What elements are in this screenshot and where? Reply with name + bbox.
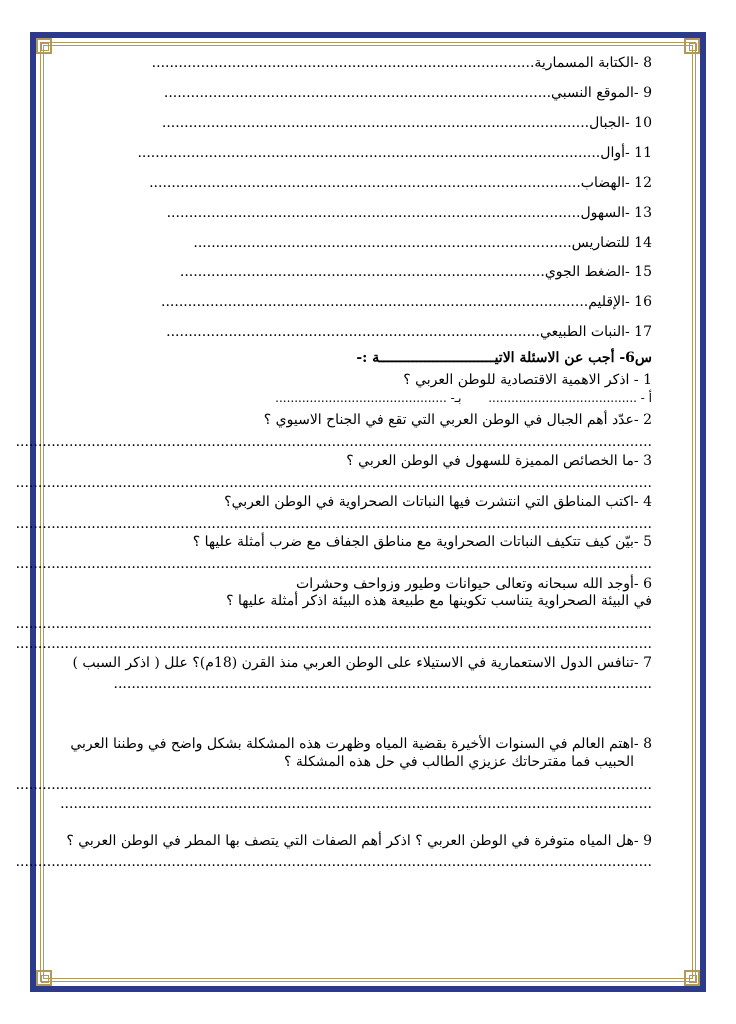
- term-item: [70, 293, 652, 311]
- term-label: -أوال: [600, 145, 630, 161]
- answer-line[interactable]: .........................................................................................................................: [113, 676, 652, 692]
- section-heading: س6- أجب عن الاسئلة الاتيــــــــــــــــــــــــــــة :-: [356, 350, 652, 366]
- term-label: -الكتابة المسمارية: [534, 55, 639, 71]
- question-6-line-2: في البيئة الصحراوية يتناسب تكوينها مع طبيعة هذه البيئة اذكر أمثلة عليها ؟: [226, 593, 652, 609]
- answer-line[interactable]: ...............................................................................................................................................: [15, 516, 652, 532]
- answer-line[interactable]: ...............................................................................................................................................: [15, 854, 652, 870]
- answer-line[interactable]: ...............................................................................................................................................: [15, 434, 652, 450]
- question-1-answers: [70, 389, 652, 407]
- answer-dots[interactable]: ................................................................................................: [161, 115, 590, 131]
- term-label: -الهضاب: [580, 175, 630, 191]
- term-item: [70, 234, 652, 252]
- question-8-line-2: الحبيب فما مقترحاتك عزيزي الطالب في حل هذه المشكلة ؟: [284, 754, 634, 770]
- term-label: -الموقع النسبي: [551, 85, 639, 101]
- answer-line[interactable]: ...............................................................................................................................................: [15, 616, 652, 632]
- worksheet-page: [15, 50, 652, 950]
- term-number: 17: [634, 324, 652, 340]
- corner-ornament-top-right: [36, 38, 52, 54]
- question-5: 5 -بيّن كيف تتكيف النباتات الصحراوية مع مناطق الجفاف مع ضرب أمثلة عليها ؟: [192, 534, 652, 550]
- question-7: 7 -تنافس الدول الاستعمارية في الاستيلاء على الوطن العربي منذ القرن (18م)؟ علل ( اذكر السبب ): [72, 655, 652, 671]
- question-2: 2 -عدّد أهم الجبال في الوطن العربي التي تقع في الجناح الاسيوي ؟: [263, 412, 652, 428]
- term-label: -الإقليم: [588, 294, 630, 310]
- corner-ornament-top-left: [684, 38, 700, 54]
- question-8-line-1: 8 -اهتم العالم في السنوات الأخيرة بقضية المياه وظهرت هذه المشكلة بشكل واضح في وطننا العربي: [70, 736, 652, 752]
- term-number: 12: [634, 175, 652, 191]
- answer-dots[interactable]: .....................................................................................: [193, 235, 572, 251]
- answer-line[interactable]: ...............................................................................................................................................: [15, 636, 652, 652]
- answer-dots[interactable]: .......................................................................................: [163, 85, 552, 101]
- term-item: [70, 54, 652, 72]
- question-1: 1 - اذكر الاهمية الاقتصادية للوطن العربي ؟: [403, 372, 652, 388]
- term-item: [70, 144, 652, 162]
- question-3: 3 -ما الخصائص المميزة للسهول في الوطن العربي ؟: [346, 453, 652, 469]
- answer-dots[interactable]: ..................................................................................: [179, 264, 545, 280]
- term-item: [70, 263, 652, 281]
- term-item: [70, 174, 652, 192]
- answer-line[interactable]: ...............................................................................................................................................: [15, 777, 652, 793]
- corner-ornament-bottom-left: [36, 970, 52, 986]
- term-label: -النبات الطبيعي: [539, 324, 630, 340]
- term-item: [70, 84, 652, 102]
- answer-line[interactable]: .....................................................................................................................................: [60, 796, 652, 812]
- answer-a[interactable]: أ - .......................................: [488, 391, 652, 405]
- term-number: 13: [634, 205, 652, 221]
- answer-dots[interactable]: .............................................................................................: [166, 205, 581, 221]
- question-9: 9 -هل المياه متوفرة في الوطن العربي ؟ اذكر أهم الصفات التي يتصف بها المطر في الوطن العربي ؟: [66, 833, 652, 849]
- answer-dots[interactable]: ........................................................................................................: [137, 145, 601, 161]
- answer-b[interactable]: بـ- .............................................: [275, 391, 462, 405]
- answer-dots[interactable]: ....................................................................................: [166, 324, 540, 340]
- term-item: [70, 114, 652, 132]
- term-number: 8: [643, 55, 652, 71]
- question-4: 4 -اكتب المناطق التي انتشرت فيها النباتات الصحراوية في الوطن العربي؟: [224, 494, 652, 510]
- question-6-line-1: 6 -أوجد الله سبحانه وتعالى حيوانات وطيور وزواحف وحشرات: [296, 576, 652, 592]
- term-number: 9: [643, 85, 652, 101]
- term-number: 10: [634, 115, 652, 131]
- term-item: [70, 323, 652, 341]
- answer-dots[interactable]: .................................................................................................: [149, 175, 581, 191]
- term-number: 16: [634, 294, 652, 310]
- term-label: -الجبال: [589, 115, 630, 131]
- term-item: [70, 204, 652, 222]
- term-label: -الضغط الجوي: [544, 264, 630, 280]
- term-label: -السهول: [580, 205, 630, 221]
- corner-ornament-bottom-right: [684, 970, 700, 986]
- answer-line[interactable]: ...............................................................................................................................................: [15, 556, 652, 572]
- term-label: للتضاريس: [571, 235, 630, 251]
- answer-dots[interactable]: ................................................................................................: [161, 294, 589, 310]
- term-number: 11: [634, 145, 652, 161]
- term-number: 14: [634, 235, 652, 251]
- answer-line[interactable]: ...............................................................................................................................................: [15, 475, 652, 491]
- term-number: 15: [634, 264, 652, 280]
- answer-dots[interactable]: ......................................................................................: [151, 55, 535, 71]
